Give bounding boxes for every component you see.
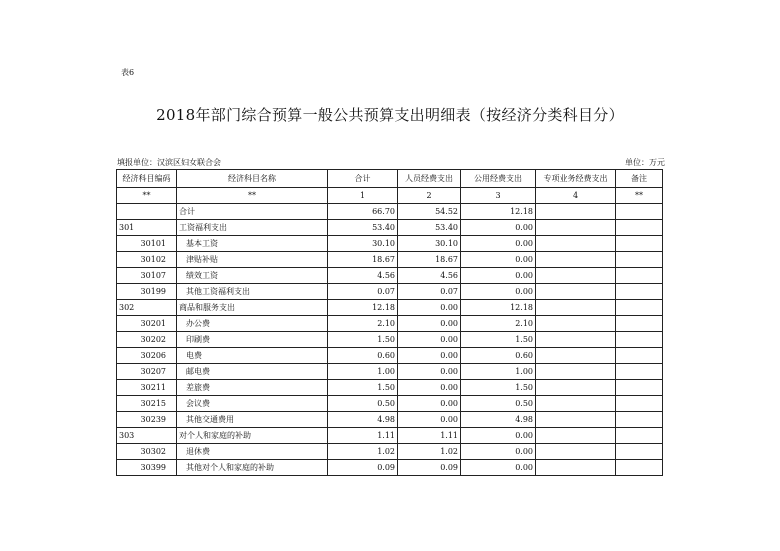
cell-public: 1.50 [461,380,536,396]
cell-code: 30101 [117,236,177,252]
cell-public: 4.98 [461,412,536,428]
cell-personnel: 0.00 [398,380,461,396]
cell-code: 30107 [117,268,177,284]
cell-public: 0.00 [461,460,536,476]
currency-unit: 单位：万元 [625,158,665,167]
table-row [117,220,663,236]
index-cell: 4 [536,188,616,204]
cell-name: 对个人和家庭的补助 [177,428,328,444]
cell-public: 2.10 [461,316,536,332]
cell-name: 办公费 [177,316,328,332]
cell-public: 12.18 [461,300,536,316]
cell-personnel: 0.00 [398,332,461,348]
table-row [117,412,663,428]
cell-personnel: 0.00 [398,316,461,332]
cell-special [536,364,616,380]
cell-note [616,236,663,252]
cell-special [536,252,616,268]
cell-note [616,380,663,396]
index-cell: 2 [398,188,461,204]
cell-note [616,348,663,364]
index-cell: ** [117,188,177,204]
cell-public: 1.50 [461,332,536,348]
cell-public: 0.00 [461,220,536,236]
cell-name: 绩效工资 [177,268,328,284]
table-row [117,396,663,412]
cell-note [616,428,663,444]
cell-special [536,412,616,428]
cell-special [536,460,616,476]
table-row [117,236,663,252]
cell-special [536,348,616,364]
cell-special [536,284,616,300]
table-header [117,170,663,204]
index-row [117,188,663,204]
cell-personnel: 1.11 [398,428,461,444]
cell-total: 2.10 [328,316,398,332]
cell-code [117,204,177,220]
cell-note [616,444,663,460]
cell-code: 30302 [117,444,177,460]
table-row [117,460,663,476]
cell-personnel: 30.10 [398,236,461,252]
table-body [117,204,663,476]
cell-special [536,332,616,348]
cell-special [536,236,616,252]
cell-personnel: 1.02 [398,444,461,460]
header-code: 经济科目编码 [117,170,177,188]
cell-total: 12.18 [328,300,398,316]
cell-note [616,268,663,284]
table-row [117,204,663,220]
cell-total: 4.56 [328,268,398,284]
cell-note [616,252,663,268]
cell-personnel: 0.00 [398,412,461,428]
header-row [117,170,663,188]
cell-note [616,396,663,412]
cell-public: 0.00 [461,444,536,460]
cell-code: 302 [117,300,177,316]
cell-code: 30206 [117,348,177,364]
cell-special [536,380,616,396]
table-number-label: 表6 [121,68,135,77]
header-special: 专项业务经费支出 [536,170,616,188]
cell-name: 差旅费 [177,380,328,396]
cell-total: 1.50 [328,332,398,348]
index-cell: 3 [461,188,536,204]
cell-personnel: 0.00 [398,396,461,412]
table-row [117,364,663,380]
cell-name: 工资福利支出 [177,220,328,236]
cell-code: 301 [117,220,177,236]
table-row [117,252,663,268]
cell-note [616,300,663,316]
cell-special [536,300,616,316]
cell-code: 30239 [117,412,177,428]
reporting-unit: 填报单位：汉滨区妇女联合会 [117,158,221,167]
cell-total: 4.98 [328,412,398,428]
cell-personnel: 0.00 [398,300,461,316]
cell-note [616,316,663,332]
cell-code: 30202 [117,332,177,348]
cell-public: 0.00 [461,284,536,300]
cell-name: 商品和服务支出 [177,300,328,316]
cell-total: 18.67 [328,252,398,268]
cell-total: 53.40 [328,220,398,236]
cell-total: 1.00 [328,364,398,380]
cell-public: 0.00 [461,236,536,252]
table-row [117,284,663,300]
cell-name: 印刷费 [177,332,328,348]
cell-note [616,412,663,428]
cell-public: 0.50 [461,396,536,412]
cell-total: 1.11 [328,428,398,444]
cell-personnel: 53.40 [398,220,461,236]
table-row [117,380,663,396]
cell-personnel: 0.07 [398,284,461,300]
cell-total: 0.50 [328,396,398,412]
cell-personnel: 54.52 [398,204,461,220]
header-personnel: 人员经费支出 [398,170,461,188]
cell-code: 30207 [117,364,177,380]
cell-total: 1.02 [328,444,398,460]
cell-note [616,460,663,476]
cell-name: 合计 [177,204,328,220]
budget-table [116,169,663,476]
cell-name: 会议费 [177,396,328,412]
document-title: 2018年部门综合预算一般公共预算支出明细表（按经济分类科目分） [156,106,624,124]
cell-code: 30102 [117,252,177,268]
cell-special [536,428,616,444]
cell-personnel: 18.67 [398,252,461,268]
table-row [117,332,663,348]
header-note: 备注 [616,170,663,188]
cell-total: 0.09 [328,460,398,476]
cell-total: 0.60 [328,348,398,364]
cell-note [616,204,663,220]
cell-name: 基本工资 [177,236,328,252]
index-cell: ** [616,188,663,204]
cell-total: 0.07 [328,284,398,300]
cell-special [536,396,616,412]
cell-name: 邮电费 [177,364,328,380]
cell-name: 其他工资福利支出 [177,284,328,300]
table-row [117,316,663,332]
table-row [117,428,663,444]
cell-personnel: 4.56 [398,268,461,284]
index-cell: 1 [328,188,398,204]
cell-code: 303 [117,428,177,444]
cell-name: 津贴补贴 [177,252,328,268]
cell-personnel: 0.00 [398,348,461,364]
header-total: 合计 [328,170,398,188]
cell-public: 12.18 [461,204,536,220]
cell-code: 30399 [117,460,177,476]
cell-total: 1.50 [328,380,398,396]
cell-special [536,204,616,220]
header-public: 公用经费支出 [461,170,536,188]
index-cell: ** [177,188,328,204]
cell-name: 退休费 [177,444,328,460]
cell-code: 30201 [117,316,177,332]
table-row [117,444,663,460]
cell-total: 30.10 [328,236,398,252]
cell-name: 其他对个人和家庭的补助 [177,460,328,476]
cell-note [616,220,663,236]
cell-public: 1.00 [461,364,536,380]
cell-public: 0.00 [461,252,536,268]
cell-public: 0.00 [461,428,536,444]
cell-name: 电费 [177,348,328,364]
table-row [117,268,663,284]
cell-special [536,316,616,332]
table-row [117,348,663,364]
cell-code: 30211 [117,380,177,396]
cell-public: 0.00 [461,268,536,284]
cell-name: 其他交通费用 [177,412,328,428]
table-row [117,300,663,316]
cell-code: 30199 [117,284,177,300]
cell-note [616,284,663,300]
cell-personnel: 0.00 [398,364,461,380]
cell-personnel: 0.09 [398,460,461,476]
cell-code: 30215 [117,396,177,412]
cell-public: 0.60 [461,348,536,364]
cell-note [616,364,663,380]
cell-note [616,332,663,348]
cell-special [536,444,616,460]
cell-special [536,220,616,236]
header-name: 经济科目名称 [177,170,328,188]
cell-special [536,268,616,284]
cell-total: 66.70 [328,204,398,220]
